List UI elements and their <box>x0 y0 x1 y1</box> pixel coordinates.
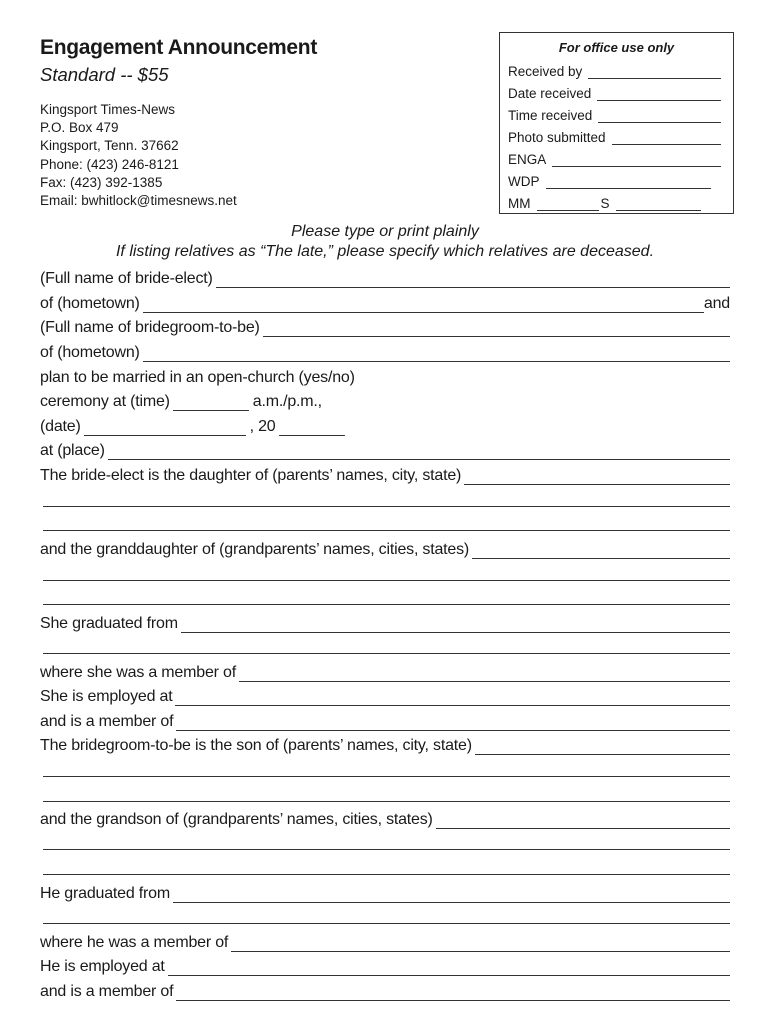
and-label: and <box>703 295 730 312</box>
ampm-label: a.m./p.m., <box>252 393 322 410</box>
address-line: Kingsport, Tenn. 37662 <box>40 138 179 154</box>
enga-label: ENGA <box>508 152 547 167</box>
he-member2-label: and is a member of <box>40 983 174 1000</box>
place-label: at (place) <box>40 442 105 459</box>
open-church-label: plan to be married in an open-church (yes/no) <box>40 369 355 386</box>
groom-name-row <box>40 317 730 337</box>
time-received-label: Time received <box>508 108 593 123</box>
address-line: P.O. Box 479 <box>40 120 119 136</box>
he-graduated-field[interactable] <box>173 888 730 903</box>
groom-parents-label: The bridegroom-to-be is the son of (parents’ names, city, state) <box>40 737 472 754</box>
address-line: Email: bwhitlock@timesnews.net <box>40 193 237 209</box>
he-employed-label: He is employed at <box>40 958 165 975</box>
bride-parents-row <box>40 465 730 485</box>
received-by-row <box>508 61 721 79</box>
ceremony-time-label: ceremony at (time) <box>40 393 170 410</box>
groom-hometown-field[interactable] <box>143 347 730 362</box>
s-field[interactable] <box>616 198 701 211</box>
groom-hometown-row <box>40 342 730 362</box>
photo-submitted-label: Photo submitted <box>508 130 606 145</box>
address-line: Phone: (423) 246-8121 <box>40 156 179 172</box>
bride-hometown-row <box>40 293 730 313</box>
wdp-field[interactable] <box>546 176 712 189</box>
bride-hometown-label: of (hometown) <box>40 295 140 312</box>
wdp-label: WDP <box>508 174 540 189</box>
he-member2-field[interactable] <box>176 986 730 1001</box>
bride-parents-line[interactable] <box>43 506 730 507</box>
groom-grandparents-line[interactable] <box>43 849 730 850</box>
bride-grandparents-row <box>40 539 730 559</box>
she-member2-row <box>40 711 730 731</box>
groom-parents-field[interactable] <box>475 740 730 755</box>
bride-name-field[interactable] <box>216 273 730 288</box>
bride-grandparents-field[interactable] <box>472 544 730 559</box>
date-received-row <box>508 83 721 101</box>
bride-parents-label: The bride-elect is the daughter of (parents’ names, city, state) <box>40 467 462 484</box>
date-label: (date) <box>40 418 81 435</box>
he-employed-field[interactable] <box>168 961 730 976</box>
bride-hometown-field[interactable] <box>143 298 704 313</box>
instruction-relatives: If listing relatives as “The late,” please specify which relatives are deceased. <box>115 243 655 260</box>
s-label: S <box>600 196 610 211</box>
time-received-field[interactable] <box>598 110 721 123</box>
groom-parents-line[interactable] <box>43 801 730 802</box>
bride-grandparents-label: and the granddaughter of (grandparents’ names, cities, states) <box>40 541 470 558</box>
ceremony-time-row <box>40 391 730 411</box>
bride-name-label: (Full name of bride-elect) <box>40 270 213 287</box>
ceremony-date-row <box>40 416 730 436</box>
she-member-field[interactable] <box>239 667 730 682</box>
she-employed-field[interactable] <box>175 691 730 706</box>
price-subtitle: Standard -- $55 <box>40 64 169 85</box>
mm-field[interactable] <box>537 198 599 211</box>
he-graduated-row <box>40 883 730 903</box>
enga-field[interactable] <box>552 154 721 167</box>
wdp-row <box>508 171 711 189</box>
she-graduated-row <box>40 613 730 633</box>
year-label: , 20 <box>249 418 276 435</box>
date-received-field[interactable] <box>597 88 721 101</box>
instruction-print-plainly: Please type or print plainly <box>291 223 479 240</box>
groom-hometown-label: of (hometown) <box>40 344 140 361</box>
place-row <box>40 440 730 460</box>
she-graduated-line[interactable] <box>43 653 730 654</box>
he-member-field[interactable] <box>231 937 730 952</box>
office-use-title: For office use only <box>558 40 675 55</box>
groom-parents-row <box>40 735 730 755</box>
mm-label: MM <box>508 196 531 211</box>
address-line: Kingsport Times-News <box>40 102 176 117</box>
ceremony-time-field[interactable] <box>173 396 249 411</box>
received-by-field[interactable] <box>588 66 721 79</box>
he-member2-row <box>40 981 730 1001</box>
bride-grandparents-line[interactable] <box>43 604 730 605</box>
contact-address <box>40 101 237 210</box>
she-employed-label: She is employed at <box>40 688 173 705</box>
page-title: Engagement Announcement <box>40 36 318 59</box>
year-field[interactable] <box>279 421 345 436</box>
open-church-row <box>40 367 730 387</box>
bride-parents-line[interactable] <box>43 530 730 531</box>
she-graduated-label: She graduated from <box>40 615 178 632</box>
bride-grandparents-line[interactable] <box>43 580 730 581</box>
photo-submitted-field[interactable] <box>612 132 721 145</box>
she-member-row <box>40 662 730 682</box>
he-member-label: where he was a member of <box>40 934 229 951</box>
groom-parents-line[interactable] <box>43 776 730 777</box>
she-graduated-field[interactable] <box>181 618 730 633</box>
she-member2-label: and is a member of <box>40 713 174 730</box>
groom-grandparents-label: and the grandson of (grandparents’ names, cities, states) <box>40 811 433 828</box>
he-graduated-label: He graduated from <box>40 885 171 902</box>
he-employed-row <box>40 956 730 976</box>
groom-name-label: (Full name of bridegroom-to-be) <box>40 319 260 336</box>
time-received-row <box>508 105 721 123</box>
she-member-label: where she was a member of <box>40 664 236 681</box>
groom-name-field[interactable] <box>263 322 730 337</box>
mm-s-row <box>508 193 701 211</box>
groom-grandparents-row <box>40 809 730 829</box>
address-line: Fax: (423) 392-1385 <box>40 174 163 190</box>
groom-grandparents-line[interactable] <box>43 874 730 875</box>
date-received-label: Date received <box>508 86 592 101</box>
bride-name-row <box>40 268 730 288</box>
office-use-box <box>499 32 734 214</box>
she-employed-row <box>40 686 730 706</box>
he-member-row <box>40 932 730 952</box>
received-by-label: Received by <box>508 64 583 79</box>
bride-parents-field[interactable] <box>464 470 730 485</box>
he-graduated-line[interactable] <box>43 923 730 924</box>
photo-submitted-row <box>508 127 721 145</box>
groom-grandparents-field[interactable] <box>436 814 730 829</box>
place-field[interactable] <box>108 445 730 460</box>
enga-row <box>508 149 721 167</box>
she-member2-field[interactable] <box>176 716 730 731</box>
date-field[interactable] <box>84 421 246 436</box>
